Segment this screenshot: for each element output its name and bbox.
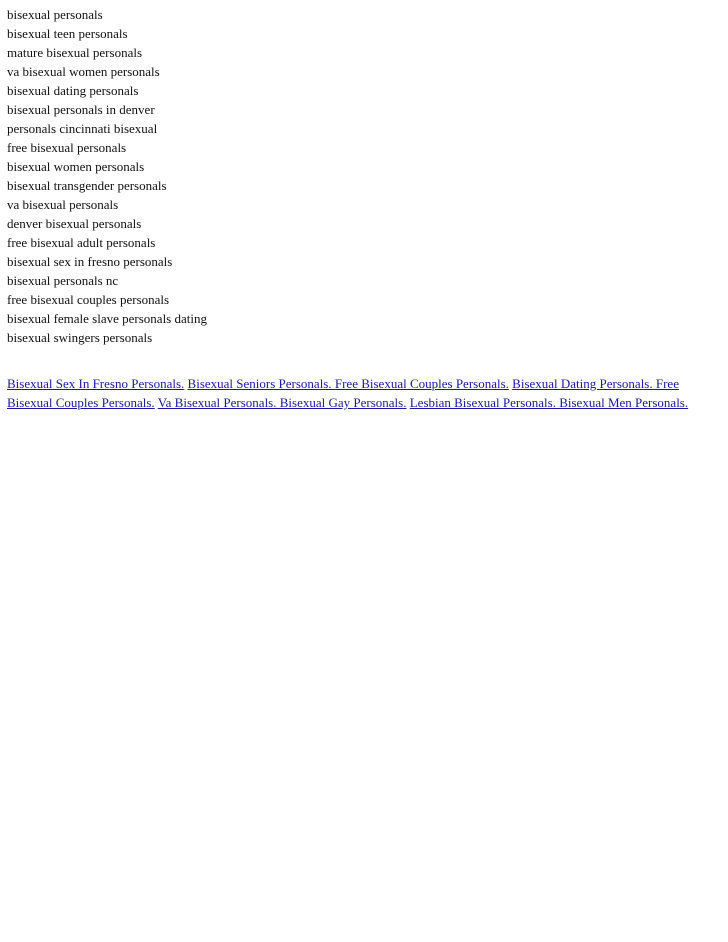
list-item: va bisexual women personals <box>7 64 160 79</box>
list-item: bisexual sex in fresno personals <box>7 254 173 269</box>
link-bisexual-dating[interactable]: Bisexual Dating Personals. Free Bisexual Couples Personals. <box>7 376 679 410</box>
list-item: personals cincinnati bisexual <box>7 121 158 136</box>
link-bisexual-seniors[interactable]: Bisexual Seniors Personals. Free Bisexual Couples Personals. <box>187 376 509 391</box>
list-item: bisexual female slave personals dating <box>7 311 207 326</box>
list-item: bisexual personals <box>7 7 103 22</box>
list-item: free bisexual adult personals <box>7 235 156 250</box>
list-item: va bisexual personals <box>7 197 119 212</box>
link-lesbian-bisexual[interactable]: Lesbian Bisexual Personals. Bisexual Men Personals. <box>409 395 689 410</box>
list-item: bisexual transgender personals <box>7 178 167 193</box>
page <box>0 0 728 412</box>
list-item: free bisexual personals <box>7 140 127 155</box>
list-item: mature bisexual personals <box>7 45 143 60</box>
list-item: bisexual dating personals <box>7 83 139 98</box>
list-item: bisexual swingers personals <box>7 330 153 345</box>
list-item: bisexual teen personals <box>7 26 128 41</box>
list-item: free bisexual couples personals <box>7 292 170 307</box>
link-bisexual-sex-in-fresno[interactable]: Bisexual Sex In Fresno Personals. <box>7 376 185 391</box>
list-item: bisexual women personals <box>7 159 145 174</box>
link-paragraph <box>7 374 721 412</box>
list-item: bisexual personals in denver <box>7 102 155 117</box>
term-list <box>7 5 721 347</box>
list-item: denver bisexual personals <box>7 216 142 231</box>
list-item: bisexual personals nc <box>7 273 119 288</box>
link-va-bisexual[interactable]: Va Bisexual Personals. Bisexual Gay Personals. <box>157 395 407 410</box>
